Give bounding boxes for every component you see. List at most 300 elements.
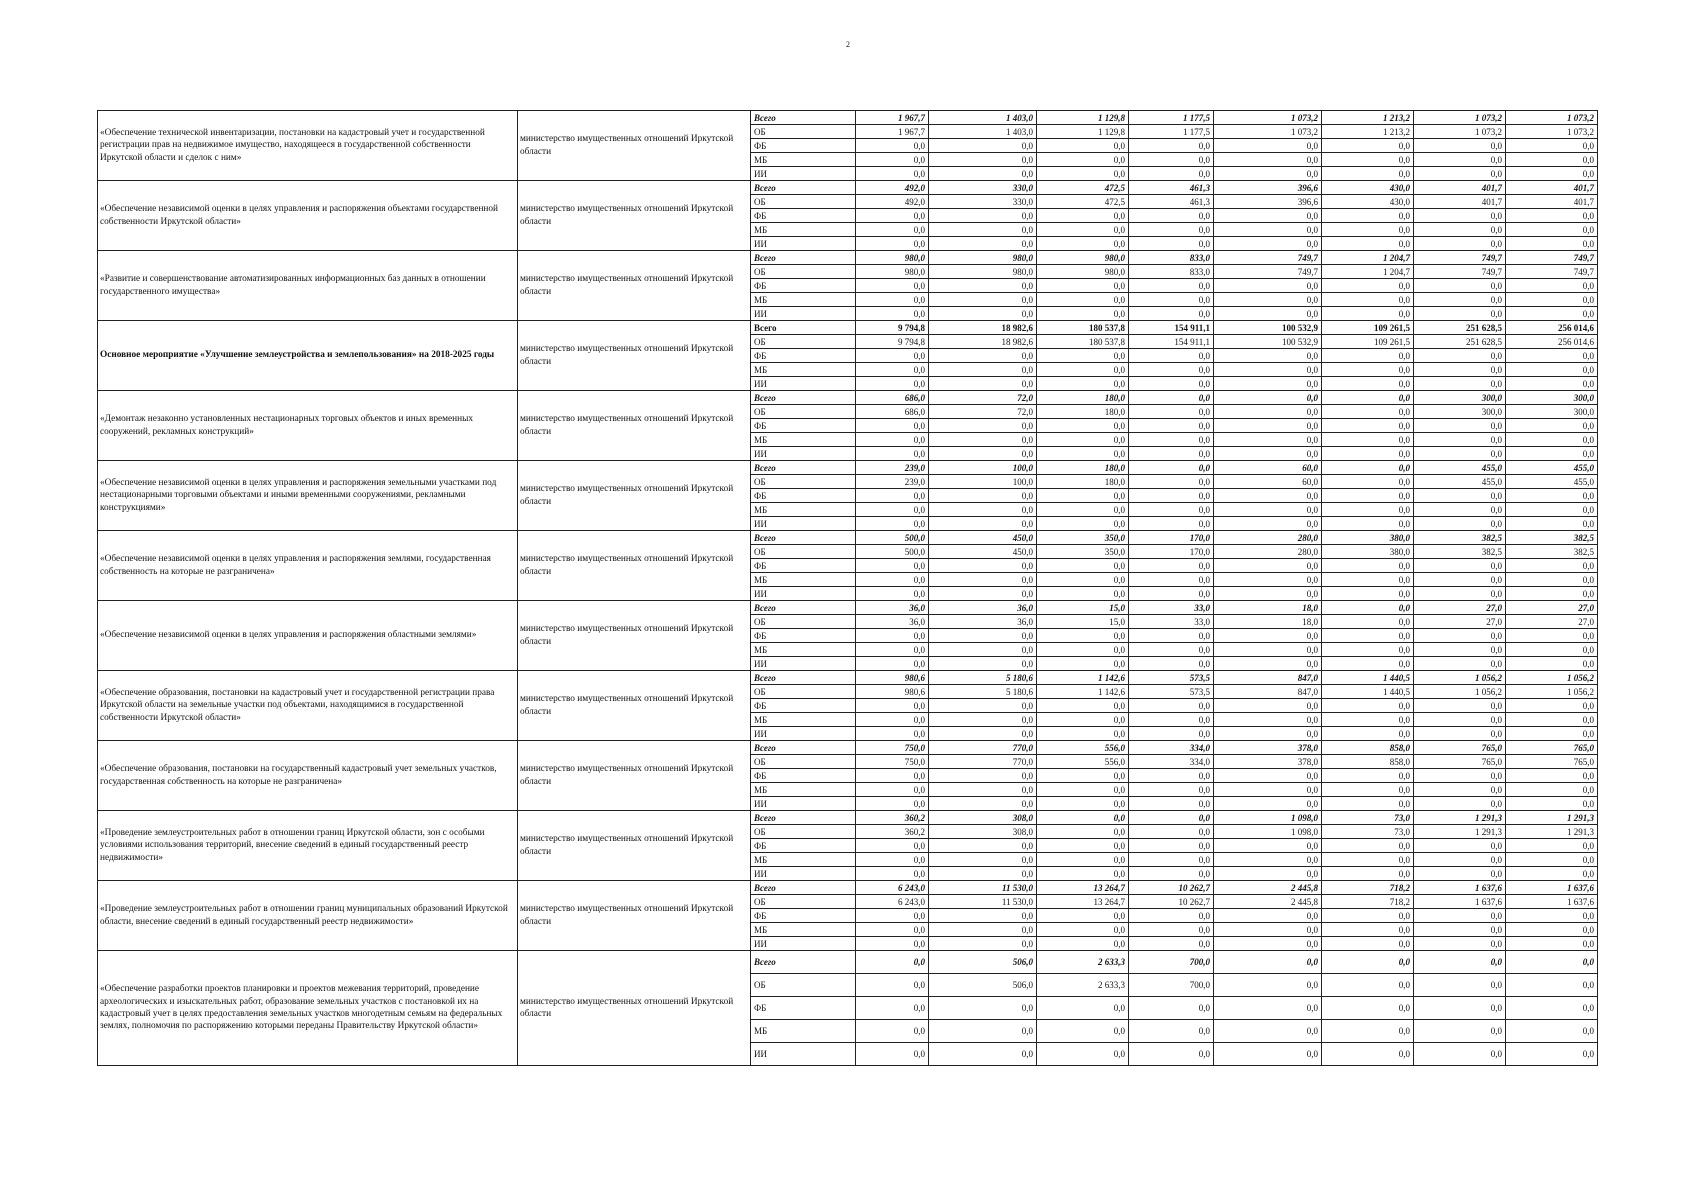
amount-cell: 0,0 [929, 279, 1037, 293]
amount-cell: 749,7 [1506, 265, 1598, 279]
amount-cell: 0,0 [1129, 489, 1214, 503]
amount-cell: 1 213,2 [1322, 111, 1414, 125]
amount-cell: 0,0 [856, 1020, 929, 1043]
amount-cell: 0,0 [1506, 573, 1598, 587]
amount-cell: 0,0 [1322, 629, 1414, 643]
amount-cell: 750,0 [856, 755, 929, 769]
amount-cell: 0,0 [856, 419, 929, 433]
amount-cell: 1 098,0 [1214, 811, 1322, 825]
amount-cell: 0,0 [1322, 489, 1414, 503]
activity-name: «Обеспечение независимой оценки в целях управления и распоряжения объектами государственной собственности Иркутской области» [98, 181, 518, 251]
amount-cell: 27,0 [1506, 615, 1598, 629]
funding-source: ИИ [751, 1043, 856, 1066]
funding-source: Всего [751, 321, 856, 335]
amount-cell: 0,0 [1322, 1020, 1414, 1043]
amount-cell: 847,0 [1214, 671, 1322, 685]
amount-cell: 0,0 [1414, 657, 1506, 671]
amount-cell: 0,0 [1037, 447, 1129, 461]
amount-cell: 0,0 [1322, 587, 1414, 601]
amount-cell: 13 264,7 [1037, 881, 1129, 895]
amount-cell: 330,0 [929, 181, 1037, 195]
table-row [98, 111, 1598, 125]
amount-cell: 0,0 [1506, 307, 1598, 321]
funding-source: ФБ [751, 997, 856, 1020]
amount-cell: 1 637,6 [1506, 895, 1598, 909]
amount-cell: 0,0 [856, 997, 929, 1020]
amount-cell: 0,0 [856, 629, 929, 643]
amount-cell: 0,0 [1506, 587, 1598, 601]
amount-cell: 0,0 [1214, 699, 1322, 713]
amount-cell: 770,0 [929, 755, 1037, 769]
amount-cell: 0,0 [1037, 997, 1129, 1020]
amount-cell: 0,0 [1037, 139, 1129, 153]
amount-cell: 0,0 [856, 559, 929, 573]
responsible-executor: министерство имущественных отношений Иркутской области [518, 951, 751, 1066]
amount-cell: 100,0 [929, 475, 1037, 489]
amount-cell: 380,0 [1322, 545, 1414, 559]
amount-cell: 0,0 [1037, 839, 1129, 853]
amount-cell: 0,0 [1322, 601, 1414, 615]
amount-cell: 0,0 [1214, 279, 1322, 293]
amount-cell: 0,0 [1214, 517, 1322, 531]
amount-cell: 0,0 [1322, 279, 1414, 293]
table-row [98, 251, 1598, 265]
table-row [98, 531, 1598, 545]
funding-source: МБ [751, 153, 856, 167]
amount-cell: 0,0 [1414, 279, 1506, 293]
amount-cell: 0,0 [1506, 867, 1598, 881]
amount-cell: 0,0 [1322, 713, 1414, 727]
amount-cell: 0,0 [1037, 923, 1129, 937]
amount-cell: 450,0 [929, 545, 1037, 559]
amount-cell: 492,0 [856, 195, 929, 209]
amount-cell: 0,0 [1129, 825, 1214, 839]
amount-cell: 0,0 [1322, 937, 1414, 951]
amount-cell: 0,0 [1037, 517, 1129, 531]
amount-cell: 0,0 [1214, 657, 1322, 671]
funding-source: Всего [751, 531, 856, 545]
amount-cell: 10 262,7 [1129, 881, 1214, 895]
amount-cell: 0,0 [1037, 811, 1129, 825]
amount-cell: 0,0 [1129, 503, 1214, 517]
amount-cell: 0,0 [856, 573, 929, 587]
funding-source: ФБ [751, 419, 856, 433]
funding-source: ИИ [751, 587, 856, 601]
amount-cell: 0,0 [856, 517, 929, 531]
amount-cell: 1 291,3 [1506, 825, 1598, 839]
amount-cell: 73,0 [1322, 825, 1414, 839]
table-row [98, 741, 1598, 755]
amount-cell: 0,0 [1214, 727, 1322, 741]
amount-cell: 0,0 [1322, 923, 1414, 937]
amount-cell: 0,0 [1129, 447, 1214, 461]
amount-cell: 0,0 [1037, 209, 1129, 223]
amount-cell: 180,0 [1037, 391, 1129, 405]
table-row [98, 461, 1598, 475]
amount-cell: 0,0 [1322, 517, 1414, 531]
funding-source: ФБ [751, 769, 856, 783]
funding-source: МБ [751, 433, 856, 447]
amount-cell: 0,0 [856, 363, 929, 377]
amount-cell: 718,2 [1322, 881, 1414, 895]
responsible-executor: министерство имущественных отношений Иркутской области [518, 531, 751, 601]
amount-cell: 0,0 [1322, 293, 1414, 307]
activity-name: Основное мероприятие «Улучшение землеустройства и землепользования» на 2018-2025 годы [98, 321, 518, 391]
amount-cell: 36,0 [929, 601, 1037, 615]
responsible-executor: министерство имущественных отношений Иркутской области [518, 321, 751, 391]
amount-cell: 2 633,3 [1037, 974, 1129, 997]
amount-cell: 72,0 [929, 405, 1037, 419]
amount-cell: 0,0 [1129, 797, 1214, 811]
amount-cell: 308,0 [929, 811, 1037, 825]
amount-cell: 0,0 [1506, 223, 1598, 237]
amount-cell: 0,0 [1414, 867, 1506, 881]
amount-cell: 360,2 [856, 811, 929, 825]
amount-cell: 100 532,9 [1214, 321, 1322, 335]
amount-cell: 0,0 [1037, 825, 1129, 839]
amount-cell: 60,0 [1214, 461, 1322, 475]
amount-cell: 0,0 [1414, 713, 1506, 727]
amount-cell: 472,5 [1037, 181, 1129, 195]
amount-cell: 300,0 [1414, 405, 1506, 419]
amount-cell: 0,0 [1129, 629, 1214, 643]
amount-cell: 0,0 [1414, 727, 1506, 741]
activity-name: «Обеспечение независимой оценки в целях управления и распоряжения землями, государственная собственность на которые не разграничена» [98, 531, 518, 601]
funding-source: Всего [751, 181, 856, 195]
amount-cell: 0,0 [1214, 713, 1322, 727]
activity-name: «Обеспечение независимой оценки в целях управления и распоряжения земельными участками под нестационарными торговыми объектами и иными временными сооружениями, рекламными конструкциями» [98, 461, 518, 531]
amount-cell: 334,0 [1129, 755, 1214, 769]
responsible-executor: министерство имущественных отношений Иркутской области [518, 251, 751, 321]
amount-cell: 300,0 [1506, 405, 1598, 419]
funding-source: МБ [751, 783, 856, 797]
amount-cell: 0,0 [1037, 167, 1129, 181]
amount-cell: 1 177,5 [1129, 111, 1214, 125]
amount-cell: 0,0 [929, 209, 1037, 223]
amount-cell: 770,0 [929, 741, 1037, 755]
amount-cell: 0,0 [1129, 1043, 1214, 1066]
funding-source: ФБ [751, 279, 856, 293]
funding-source: ФБ [751, 209, 856, 223]
amount-cell: 1 142,6 [1037, 671, 1129, 685]
amount-cell: 0,0 [1129, 433, 1214, 447]
funding-source: ИИ [751, 727, 856, 741]
funding-source: ОБ [751, 895, 856, 909]
amount-cell: 0,0 [1214, 503, 1322, 517]
amount-cell: 1 073,2 [1506, 111, 1598, 125]
amount-cell: 0,0 [1414, 447, 1506, 461]
amount-cell: 0,0 [1214, 363, 1322, 377]
funding-source: ИИ [751, 377, 856, 391]
amount-cell: 401,7 [1506, 195, 1598, 209]
amount-cell: 170,0 [1129, 545, 1214, 559]
amount-cell: 0,0 [1414, 139, 1506, 153]
amount-cell: 0,0 [856, 153, 929, 167]
amount-cell: 0,0 [929, 433, 1037, 447]
amount-cell: 0,0 [1214, 377, 1322, 391]
amount-cell: 0,0 [1214, 769, 1322, 783]
amount-cell: 1 056,2 [1414, 671, 1506, 685]
amount-cell: 765,0 [1414, 741, 1506, 755]
amount-cell: 0,0 [1129, 811, 1214, 825]
activity-name: «Проведение землеустроительных работ в отношении границ Иркутской области, зон с особыми условиями использования территорий, внесение сведений в единый государственный реестр недвижимости» [98, 811, 518, 881]
amount-cell: 0,0 [1214, 293, 1322, 307]
amount-cell: 0,0 [856, 951, 929, 974]
amount-cell: 1 967,7 [856, 125, 929, 139]
amount-cell: 0,0 [929, 997, 1037, 1020]
amount-cell: 749,7 [1506, 251, 1598, 265]
amount-cell: 2 445,8 [1214, 881, 1322, 895]
amount-cell: 0,0 [1129, 405, 1214, 419]
amount-cell: 506,0 [929, 951, 1037, 974]
amount-cell: 0,0 [929, 937, 1037, 951]
funding-source: МБ [751, 503, 856, 517]
amount-cell: 461,3 [1129, 181, 1214, 195]
amount-cell: 396,6 [1214, 195, 1322, 209]
amount-cell: 0,0 [1414, 997, 1506, 1020]
amount-cell: 0,0 [1322, 909, 1414, 923]
amount-cell: 154 911,1 [1129, 321, 1214, 335]
funding-source: Всего [751, 951, 856, 974]
amount-cell: 430,0 [1322, 181, 1414, 195]
amount-cell: 0,0 [1414, 923, 1506, 937]
funding-source: ОБ [751, 475, 856, 489]
amount-cell: 0,0 [1129, 363, 1214, 377]
amount-cell: 0,0 [1506, 923, 1598, 937]
amount-cell: 980,6 [856, 685, 929, 699]
amount-cell: 0,0 [1322, 615, 1414, 629]
amount-cell: 858,0 [1322, 741, 1414, 755]
amount-cell: 0,0 [1506, 167, 1598, 181]
amount-cell: 0,0 [1037, 713, 1129, 727]
funding-source: Всего [751, 461, 856, 475]
amount-cell: 700,0 [1129, 951, 1214, 974]
amount-cell: 1 637,6 [1414, 881, 1506, 895]
amount-cell: 0,0 [1037, 937, 1129, 951]
amount-cell: 0,0 [1414, 629, 1506, 643]
amount-cell: 1 056,2 [1506, 685, 1598, 699]
amount-cell: 0,0 [1129, 657, 1214, 671]
amount-cell: 455,0 [1506, 461, 1598, 475]
amount-cell: 1 142,6 [1037, 685, 1129, 699]
amount-cell: 980,6 [856, 671, 929, 685]
amount-cell: 0,0 [1037, 489, 1129, 503]
funding-source: ФБ [751, 699, 856, 713]
amount-cell: 0,0 [1037, 223, 1129, 237]
amount-cell: 0,0 [1037, 419, 1129, 433]
amount-cell: 1 204,7 [1322, 265, 1414, 279]
amount-cell: 0,0 [1414, 209, 1506, 223]
amount-cell: 0,0 [1214, 307, 1322, 321]
amount-cell: 9 794,8 [856, 335, 929, 349]
amount-cell: 0,0 [929, 517, 1037, 531]
amount-cell: 0,0 [929, 503, 1037, 517]
funding-source: ИИ [751, 237, 856, 251]
amount-cell: 0,0 [856, 657, 929, 671]
amount-cell: 0,0 [1322, 167, 1414, 181]
amount-cell: 0,0 [1322, 783, 1414, 797]
amount-cell: 0,0 [1214, 629, 1322, 643]
amount-cell: 0,0 [856, 489, 929, 503]
amount-cell: 0,0 [1414, 153, 1506, 167]
amount-cell: 0,0 [1506, 951, 1598, 974]
funding-source: ИИ [751, 447, 856, 461]
amount-cell: 430,0 [1322, 195, 1414, 209]
amount-cell: 0,0 [929, 363, 1037, 377]
amount-cell: 0,0 [1129, 853, 1214, 867]
amount-cell: 0,0 [1037, 293, 1129, 307]
funding-source: ИИ [751, 517, 856, 531]
amount-cell: 0,0 [1129, 223, 1214, 237]
amount-cell: 1 073,2 [1214, 125, 1322, 139]
amount-cell: 0,0 [856, 139, 929, 153]
amount-cell: 0,0 [1129, 167, 1214, 181]
amount-cell: 0,0 [929, 797, 1037, 811]
amount-cell: 0,0 [856, 279, 929, 293]
amount-cell: 180,0 [1037, 405, 1129, 419]
funding-source: ИИ [751, 867, 856, 881]
amount-cell: 556,0 [1037, 755, 1129, 769]
amount-cell: 573,5 [1129, 671, 1214, 685]
amount-cell: 0,0 [1414, 349, 1506, 363]
amount-cell: 0,0 [929, 629, 1037, 643]
amount-cell: 0,0 [856, 349, 929, 363]
amount-cell: 0,0 [1037, 363, 1129, 377]
amount-cell: 0,0 [1414, 559, 1506, 573]
amount-cell: 0,0 [1414, 293, 1506, 307]
amount-cell: 0,0 [1322, 839, 1414, 853]
responsible-executor: министерство имущественных отношений Иркутской области [518, 391, 751, 461]
amount-cell: 750,0 [856, 741, 929, 755]
amount-cell: 180,0 [1037, 461, 1129, 475]
amount-cell: 0,0 [1322, 573, 1414, 587]
amount-cell: 0,0 [929, 909, 1037, 923]
amount-cell: 455,0 [1414, 461, 1506, 475]
amount-cell: 100,0 [929, 461, 1037, 475]
amount-cell: 0,0 [1506, 293, 1598, 307]
amount-cell: 0,0 [1506, 153, 1598, 167]
amount-cell: 0,0 [1037, 279, 1129, 293]
table-row [98, 391, 1598, 405]
amount-cell: 0,0 [856, 853, 929, 867]
amount-cell: 0,0 [1506, 909, 1598, 923]
amount-cell: 0,0 [1506, 489, 1598, 503]
amount-cell: 858,0 [1322, 755, 1414, 769]
table-row [98, 601, 1598, 615]
amount-cell: 15,0 [1037, 615, 1129, 629]
amount-cell: 0,0 [1129, 307, 1214, 321]
amount-cell: 0,0 [1214, 559, 1322, 573]
amount-cell: 0,0 [1129, 643, 1214, 657]
amount-cell: 382,5 [1414, 545, 1506, 559]
amount-cell: 0,0 [856, 503, 929, 517]
funding-source: ФБ [751, 559, 856, 573]
amount-cell: 0,0 [1129, 517, 1214, 531]
amount-cell: 0,0 [929, 559, 1037, 573]
funding-source: МБ [751, 1020, 856, 1043]
funding-source: ОБ [751, 125, 856, 139]
amount-cell: 1 291,3 [1414, 811, 1506, 825]
amount-cell: 0,0 [929, 1043, 1037, 1066]
amount-cell: 0,0 [1414, 937, 1506, 951]
amount-cell: 401,7 [1414, 181, 1506, 195]
amount-cell: 2 633,3 [1037, 951, 1129, 974]
amount-cell: 0,0 [856, 223, 929, 237]
amount-cell: 6 243,0 [856, 895, 929, 909]
amount-cell: 980,0 [1037, 251, 1129, 265]
funding-source: ФБ [751, 629, 856, 643]
amount-cell: 461,3 [1129, 195, 1214, 209]
responsible-executor: министерство имущественных отношений Иркутской области [518, 881, 751, 951]
amount-cell: 0,0 [1506, 279, 1598, 293]
amount-cell: 0,0 [1322, 447, 1414, 461]
amount-cell: 0,0 [1214, 1020, 1322, 1043]
amount-cell: 0,0 [1322, 461, 1414, 475]
amount-cell: 0,0 [1214, 391, 1322, 405]
amount-cell: 0,0 [1414, 433, 1506, 447]
amount-cell: 0,0 [1129, 391, 1214, 405]
amount-cell: 0,0 [1322, 1043, 1414, 1066]
amount-cell: 1 073,2 [1214, 111, 1322, 125]
responsible-executor: министерство имущественных отношений Иркутской области [518, 671, 751, 741]
amount-cell: 251 628,5 [1414, 321, 1506, 335]
amount-cell: 0,0 [1506, 209, 1598, 223]
amount-cell: 36,0 [856, 601, 929, 615]
amount-cell: 13 264,7 [1037, 895, 1129, 909]
amount-cell: 15,0 [1037, 601, 1129, 615]
amount-cell: 1 129,8 [1037, 111, 1129, 125]
amount-cell: 0,0 [1414, 307, 1506, 321]
amount-cell: 0,0 [1214, 573, 1322, 587]
amount-cell: 0,0 [1214, 419, 1322, 433]
amount-cell: 10 262,7 [1129, 895, 1214, 909]
amount-cell: 0,0 [1129, 475, 1214, 489]
amount-cell: 0,0 [1506, 853, 1598, 867]
amount-cell: 0,0 [1037, 769, 1129, 783]
funding-source: ИИ [751, 797, 856, 811]
amount-cell: 0,0 [929, 237, 1037, 251]
amount-cell: 0,0 [929, 727, 1037, 741]
amount-cell: 0,0 [1214, 643, 1322, 657]
funding-source: ИИ [751, 937, 856, 951]
amount-cell: 0,0 [1037, 867, 1129, 881]
amount-cell: 382,5 [1506, 531, 1598, 545]
amount-cell: 0,0 [929, 573, 1037, 587]
amount-cell: 0,0 [856, 769, 929, 783]
amount-cell: 1 291,3 [1506, 811, 1598, 825]
amount-cell: 72,0 [929, 391, 1037, 405]
amount-cell: 396,6 [1214, 181, 1322, 195]
amount-cell: 11 530,0 [929, 881, 1037, 895]
funding-source: Всего [751, 391, 856, 405]
amount-cell: 0,0 [1214, 974, 1322, 997]
budget-table [97, 110, 1598, 1066]
amount-cell: 0,0 [1129, 377, 1214, 391]
amount-cell: 0,0 [1214, 853, 1322, 867]
amount-cell: 109 261,5 [1322, 335, 1414, 349]
funding-source: МБ [751, 713, 856, 727]
amount-cell: 60,0 [1214, 475, 1322, 489]
amount-cell: 980,0 [929, 265, 1037, 279]
amount-cell: 1 213,2 [1322, 125, 1414, 139]
amount-cell: 5 180,6 [929, 671, 1037, 685]
amount-cell: 0,0 [1129, 237, 1214, 251]
amount-cell: 0,0 [1322, 503, 1414, 517]
amount-cell: 1 073,2 [1506, 125, 1598, 139]
amount-cell: 0,0 [1037, 727, 1129, 741]
amount-cell: 0,0 [1214, 237, 1322, 251]
amount-cell: 0,0 [856, 867, 929, 881]
